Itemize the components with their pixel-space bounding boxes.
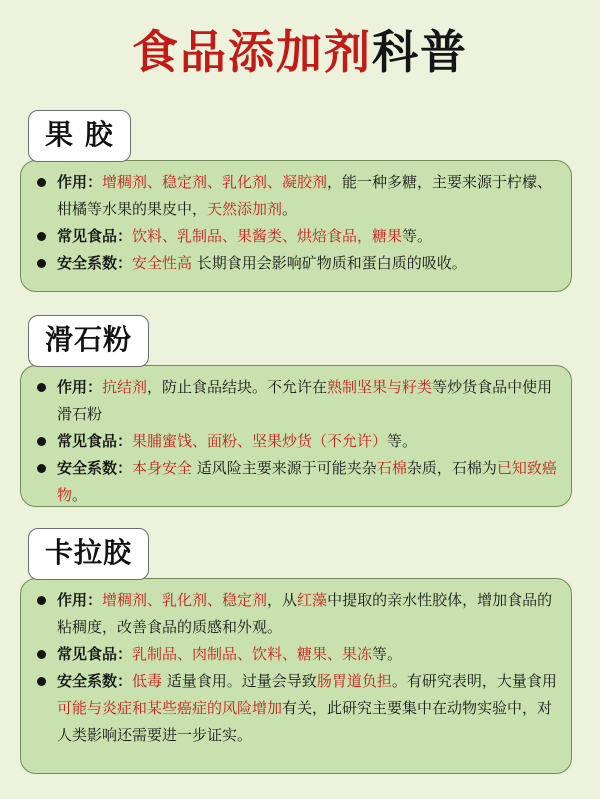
bullet-icon [37, 437, 46, 446]
bullet-icon [37, 232, 46, 241]
item-text: 中提取的亲水性胶体，增加食品的粘稠度，改善食品的质感和外观。 [57, 591, 553, 636]
section-content-box [20, 160, 572, 292]
item-highlight: 肠胃道负担 [316, 672, 392, 690]
item-text: 。 [72, 486, 88, 504]
item-highlight: 果脯蜜饯、面粉、坚果炒货（不允许） [132, 432, 388, 450]
item-highlight: 饮料、乳制品、果酱类、烘焙食品，糖果 [132, 227, 403, 245]
bullet-icon [37, 259, 46, 268]
item-text: 等炒货食品中使用滑石粉 [57, 378, 553, 423]
item-label: 安全系数： [57, 254, 133, 272]
item-highlight: 石棉 [376, 459, 407, 477]
title-red-part: 食品添加剂 [132, 25, 372, 79]
list-item [35, 250, 559, 277]
bullet-icon [37, 178, 46, 187]
section-content-box [20, 365, 572, 507]
item-text: 有关，此研究主要集中在动物实验中，对人类影响还需要进一步证实。 [57, 699, 553, 744]
item-label: 常见食品： [57, 432, 133, 450]
bullet-icon [37, 464, 46, 473]
item-text: 等。 [387, 432, 418, 450]
item-text: 等。 [402, 227, 433, 245]
item-highlight: 熟制坚果与籽类 [327, 378, 433, 396]
section-title: 果 胶 [28, 110, 131, 162]
section-title: 滑石粉 [28, 315, 149, 367]
bullet-icon [37, 650, 46, 659]
item-label: 安全系数： [57, 459, 133, 477]
item-label: 常见食品： [57, 645, 133, 663]
item-label: 安全系数： [57, 672, 133, 690]
item-highlight: 本身安全 [132, 459, 193, 477]
title-black-part: 科普 [372, 25, 468, 79]
item-text: 适风险主要来源于可能夹杂 [192, 459, 377, 477]
list-item [35, 641, 559, 668]
list-item [35, 668, 559, 749]
list-item [35, 169, 559, 223]
item-text: 适量食用。过量会导致 [162, 672, 317, 690]
item-highlight: 低毒 [132, 672, 163, 690]
section-pectin [20, 110, 572, 295]
item-text: ，从 [267, 591, 298, 609]
item-highlight: 抗结剂 [102, 378, 148, 396]
item-text: 等。 [372, 645, 403, 663]
item-highlight: 天然添加剂 [207, 200, 283, 218]
item-text: 。有研究表明，大量食用 [391, 672, 557, 690]
item-label: 作用： [57, 591, 103, 609]
list-item [35, 374, 559, 428]
section-talc [20, 315, 572, 510]
list-item [35, 455, 559, 509]
section-title: 卡拉胶 [28, 528, 149, 580]
item-text: ，能一种多糖，主要来源于柠檬、柑橘等水果的果皮中， [57, 173, 553, 218]
bullet-icon [37, 596, 46, 605]
item-highlight: 可能与炎症和某些癌症的风险增加 [57, 699, 283, 717]
item-highlight: 安全性高 [132, 254, 193, 272]
bullet-icon [37, 383, 46, 392]
section-carrageenan [20, 528, 572, 778]
item-highlight: 增稠剂、稳定剂、乳化剂、凝胶剂 [102, 173, 328, 191]
item-text: 长期食用会影响矿物质和蛋白质的吸收。 [192, 254, 467, 272]
item-label: 作用： [57, 173, 103, 191]
list-item [35, 223, 559, 250]
item-label: 作用： [57, 378, 103, 396]
list-item [35, 587, 559, 641]
section-content-box [20, 578, 572, 774]
item-text: 杂质，石棉为 [406, 459, 497, 477]
page-title [0, 22, 600, 82]
item-label: 常见食品： [57, 227, 133, 245]
item-highlight: 红藻 [297, 591, 328, 609]
bullet-icon [37, 677, 46, 686]
item-highlight: 增稠剂、乳化剂、稳定剂 [102, 591, 268, 609]
item-highlight: 乳制品、肉制品、饮料、糖果、果冻 [132, 645, 373, 663]
item-text: ，防止食品结块。不允许在 [147, 378, 328, 396]
list-item [35, 428, 559, 455]
item-highlight: 已知致癌物 [57, 459, 557, 504]
item-text: 。 [282, 200, 298, 218]
